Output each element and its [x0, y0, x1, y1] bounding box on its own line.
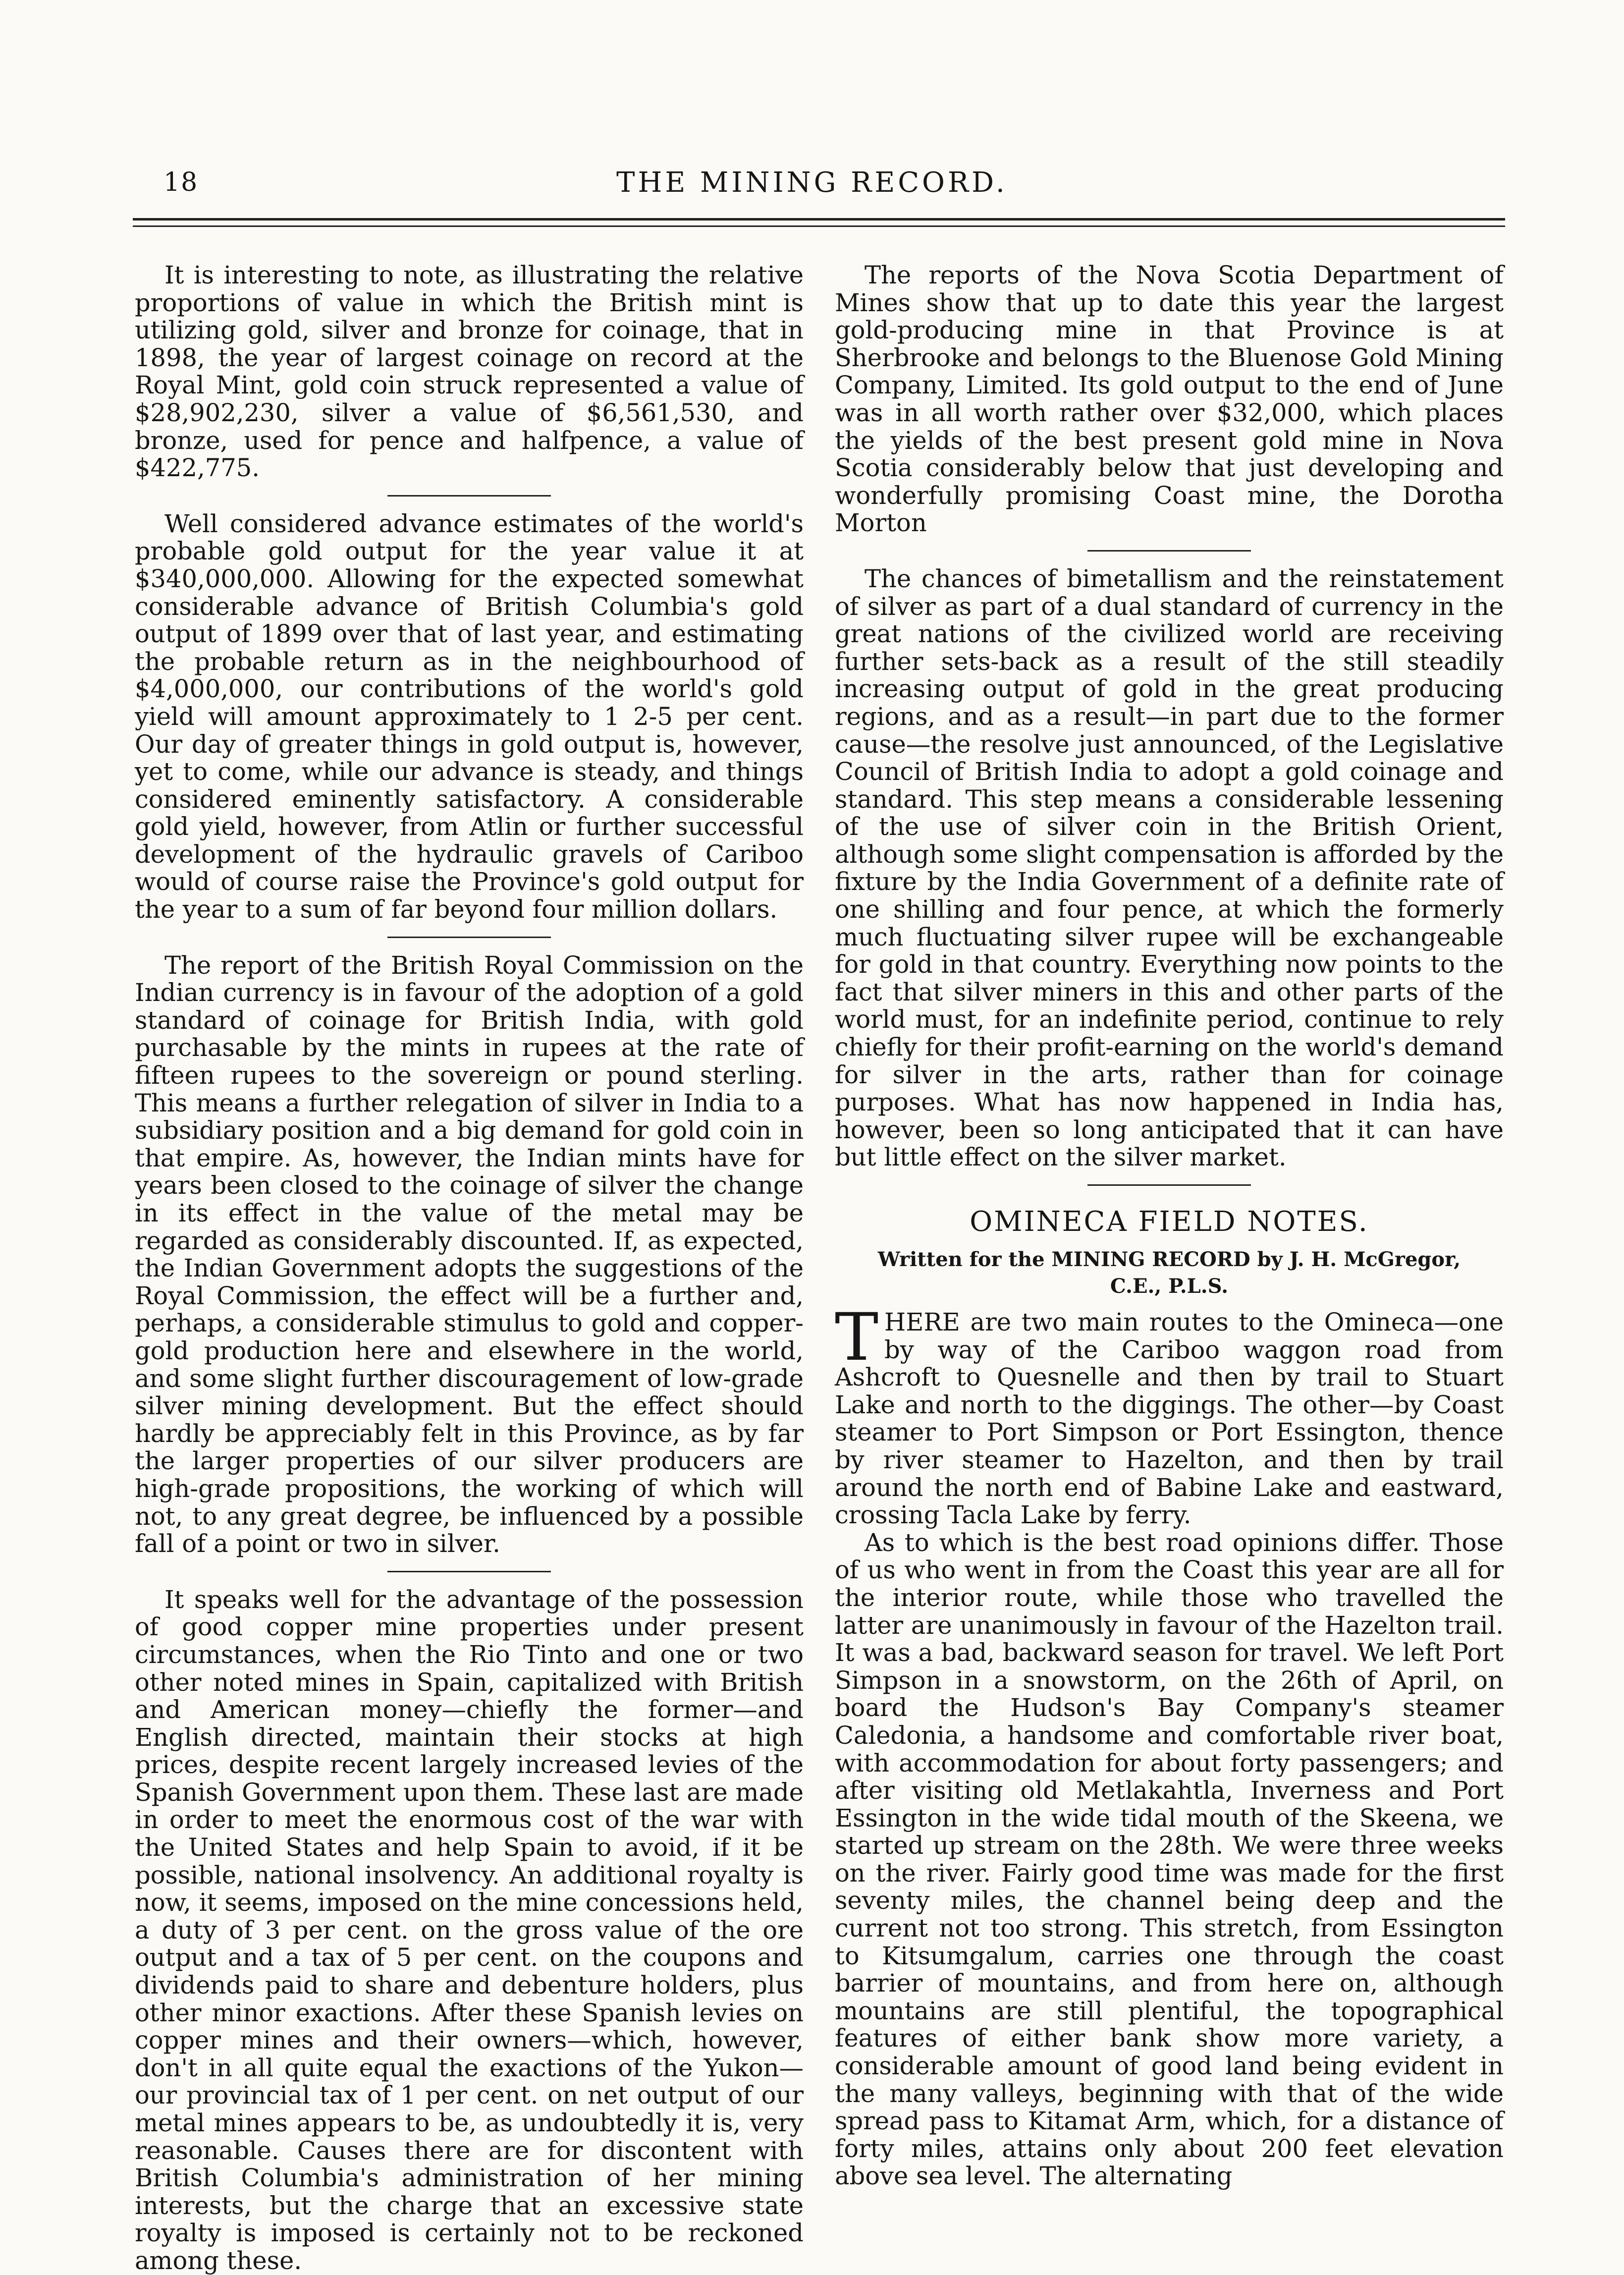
paragraph-bimetallism: The chances of bimetallism and the reinstatement of silver as part of a dual standard of currency in the great nations of the civilized world are receiving further sets-back as a result of the still steadily increasing output of gold in the great producing regions, and as a result—in part due to the former cause—the resolve just announced, of the Legislative Council of British India to adopt a gold coinage and standard. This step means a considerable lessening of the use of silver coin in the British Orient, although some slight compensation is afforded by the fixture by the India Government of a definite rate of one shilling and four pence, at which the formerly much fluctuating silver rupee will be exchangeable for gold in that country. Everything now points to the fact that silver miners in this and other parts of the world must, for an indefinite period, continue to rely chiefly for their profit-earning on the world's demand for silver in the arts, rather than for coinage purposes. What has now happened in India has, however, been so long anticipated that it can have but little effect on the silver market. — [835, 564, 1504, 1172]
separator-rule — [387, 1571, 551, 1572]
running-head: THE MINING RECORD. — [616, 166, 1008, 199]
right-column — [835, 262, 1504, 2190]
separator-rule — [387, 495, 551, 497]
paragraph-gold-output-estimates: Well considered advance estimates of the world's probable gold output for the year value it at $340,000,000. Allowing for the expected somewhat considerable advance of British Columbia's gold output of 1899 over that of last year, and estimating the probable return as in the neighbourhood of $4,000,000, our contributions of the world's gold yield will amount approximately to 1 2-5 per cent. Our day of greater things in gold output is, however, yet to come, while our advance is steady, and things considered eminently satisfactory. A considerable gold yield, however, from Atlin or further successful development of the hydraulic gravels of Cariboo would of course raise the Province's gold output for the year to a sum of far beyond four million dollars. — [135, 509, 804, 924]
paragraph-spanish-copper-mines: It speaks well for the advantage of the possession of good copper mine properties under present circumstances, when the Rio Tinto and one or two other noted mines in Spain, capitalized with British and American money—chiefly the former—and English directed, maintain their stocks at high prices, despite recent largely increased levies of the Spanish Government upon them. These last are made in order to meet the enormous cost of the war with the United States and help Spain to avoid, if it be possible, national insolvency. An additional royalty is now, it seems, imposed on the mine concessions held, a duty of 3 per cent. on the gross value of the ore output and a tax of 5 per cent. on the coupons and dividends paid to share and debenture holders, plus other minor exactions. After these Spanish levies on copper mines and their owners—which, however, don't in all quite equal the exactions of the Yukon—our provincial tax of 1 per cent. on net output of our metal mines appears to be, as undoubtedly it is, very reasonable. Causes there are for discontent with British Columbia's administration of her mining interests, but the charge that an excessive state royalty is imposed is certainly not to be reckoned among these. — [135, 1585, 804, 2275]
paragraph-indian-currency: The report of the British Royal Commission on the Indian currency is in favour of the adoption of a gold standard of coinage for British India, with gold purchasable by the mints in rupees at the rate of fifteen rupees to the sovereign or pound sterling. This means a further relegation of silver in India to a subsidiary position and a big demand for gold coin in that empire. As, however, the Indian mints have for years been closed to the coinage of silver the change in its effect in the value of the metal may be regarded as considerably discounted. If, as expected, the Indian Government adopts the suggestions of the Royal Commission, the effect will be a further and, perhaps, a considerable stimulus to gold and copper-gold production here and elsewhere in the world, and some slight further discouragement of low-grade silver mining development. But the effect should hardly be appreciably felt in this Province, as by far the larger properties of our silver producers are high-grade propositions, the working of which will not, to any great degree, be influenced by a possible fall of a point or two in silver. — [135, 950, 804, 1558]
header-rule — [133, 218, 1505, 227]
byline-line-1: Written for the MINING RECORD by J. H. McGregor, — [877, 1248, 1461, 1271]
separator-rule — [387, 937, 551, 938]
separator-rule — [1087, 550, 1251, 552]
byline-line-2: C.E., P.L.S. — [1110, 1275, 1229, 1298]
byline — [835, 1246, 1504, 1300]
paragraph-mint-coinage: It is interesting to note, as illustrating the relative proportions of value in which the British mint is utilizing gold, silver and bronze for coinage, that in 1898, the year of largest coinage on record at the Royal Mint, gold coin struck represented a value of $28,902,230, silver a value of $6,561,530, and bronze, used for pence and halfpence, a value of $422,775. — [135, 261, 804, 483]
page-number: 18 — [163, 167, 199, 197]
section-title: OMINECA FIELD NOTES. — [970, 1206, 1369, 1238]
paragraph-skeena-journey: As to which is the best road opinions differ. Those of us who went in from the Coast this year are all for the interior route, while those who travelled the latter are unanimously in favour of the Hazelton trail. It was a bad, backward season for travel. We left Port Simpson in a snowstorm, on the 26th of April, on board the Hudson's Bay Company's steamer Caledonia, a handsome and comfortable river boat, with accommodation for about forty passengers; and after visiting old Metlakahtla, Inverness and Port Essington in the wide tidal mouth of the Skeena, we started up stream on the 28th. We were three weeks on the river. Fairly good time was made for the first seventy miles, the channel being deep and the current not too strong. This stretch, from Essington to Kitsumgalum, carries one through the coast barrier of mountains, and from here on, although mountains are still plentiful, the topographical features of either bank show more variety, a considerable amount of good land being evident in the many valleys, beginning with that of the wide spread pass to Kitamat Arm, which, for a distance of forty miles, attains only about 200 feet elevation above sea level. The alternating — [835, 1528, 1504, 2191]
paragraph-omineca-routes: THERE are two main routes to the Omineca—one by way of the Cariboo waggon road from Ashcroft to Quesnelle and then by trail to Stuart Lake and north to the diggings. The other—by Coast steamer to Port Simpson or Port Essington, thence by river steamer to Hazelton, and then by trail around the north end of Babine Lake and eastward, crossing Tacla Lake by ferry. — [835, 1299, 1504, 1530]
separator-rule — [1087, 1184, 1251, 1186]
paragraph-nova-scotia-mines: The reports of the Nova Scotia Department of Mines show that up to date this year the largest gold-producing mine in that Province is at Sherbrooke and belongs to the Bluenose Gold Mining Company, Limited. Its gold output to the end of June was in all worth rather over $32,000, which places the yields of the best present gold mine in Nova Scotia considerably below that just developing and wonderfully promising Coast mine, the Dorotha Morton — [835, 261, 1504, 538]
left-column — [135, 262, 804, 2275]
